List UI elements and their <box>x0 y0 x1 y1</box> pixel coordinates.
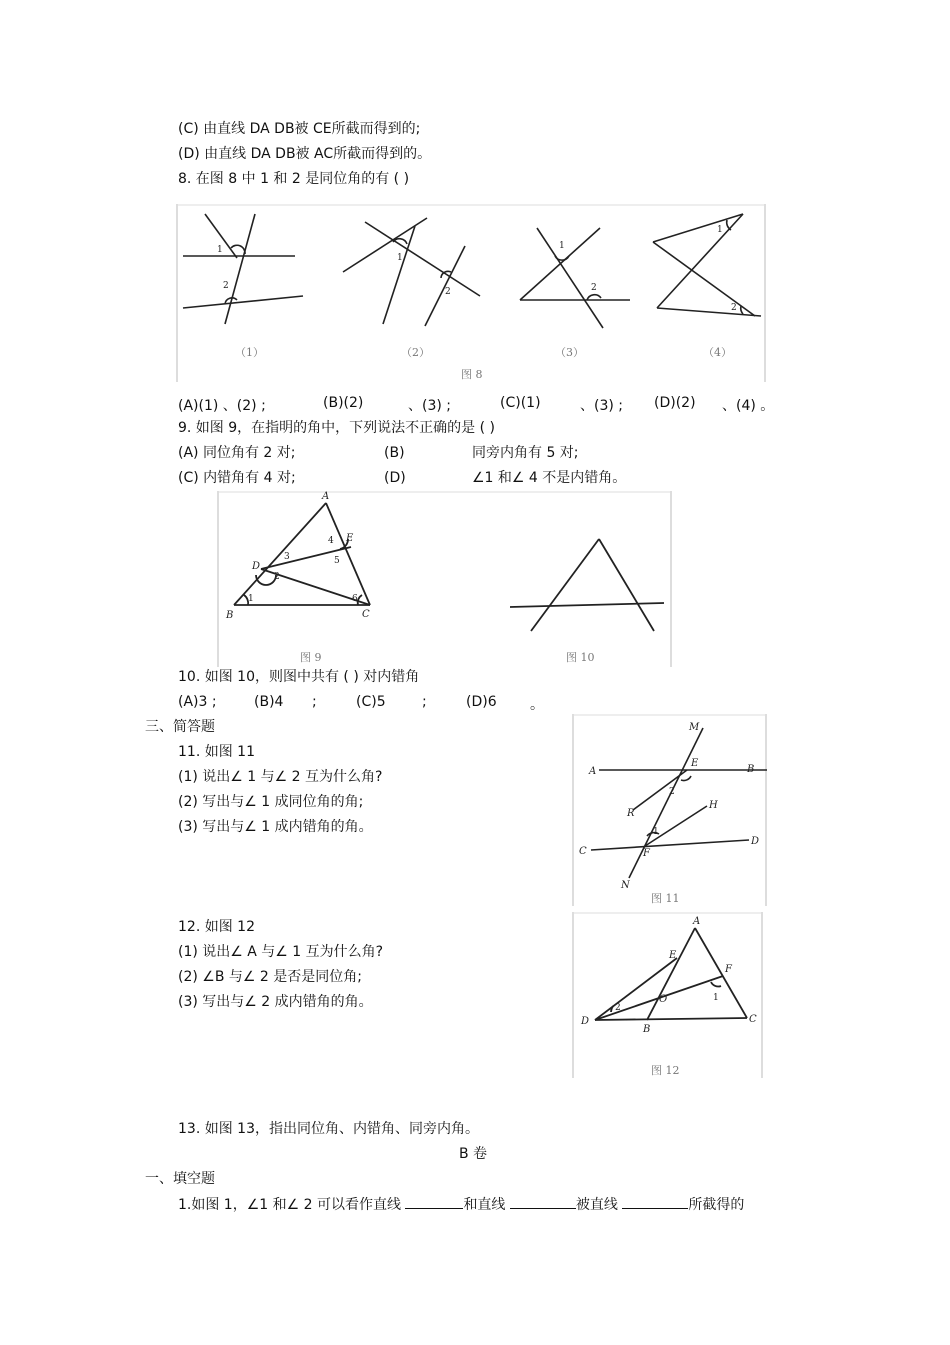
fig12-label-f: F <box>725 964 732 975</box>
fig12-label-a: A <box>693 916 701 927</box>
section-3-heading: 三、简答题 <box>145 719 215 735</box>
figure-11-drawing <box>571 714 769 906</box>
fig12-caption: 图 12 <box>651 1064 680 1077</box>
fig12-label-e: E <box>669 950 677 961</box>
qb1-blank-3[interactable] <box>622 1196 688 1209</box>
q9-option-d-key: (D) <box>384 470 406 486</box>
fig11-angle-1: 1 <box>653 827 659 837</box>
fig9-label-e: E <box>346 533 354 544</box>
q12-item-1: (1) 说出∠ A 与∠ 1 互为什么角? <box>178 944 384 960</box>
fig12-label-d: D <box>581 1016 590 1027</box>
section-b1-heading: 一、填空题 <box>145 1171 215 1187</box>
q10-option-c-tail: ; <box>422 694 427 710</box>
q8-option-b: (B)(2) <box>323 395 364 411</box>
qb1-blank-2[interactable] <box>510 1196 576 1209</box>
figure-8-part-2 <box>343 218 480 326</box>
figure-8 <box>175 204 767 382</box>
figure-8-part-4 <box>653 214 761 316</box>
q9-stem: 9. 如图 9，在指明的角中，下列说法不正确的是 ( ) <box>178 420 495 436</box>
qb1-blank-1[interactable] <box>405 1196 463 1209</box>
q8-option-c: (C)(1) <box>500 395 541 411</box>
q8-option-a: (A)(1) 、(2) ; <box>178 398 266 414</box>
q8-stem: 8. 在图 8 中 1 和 2 是同位角的有 ( ) <box>178 171 410 187</box>
fig9-label-a: A <box>322 491 330 502</box>
fig11-label-r: R <box>627 808 635 819</box>
fig9-caption: 图 9 <box>300 651 322 664</box>
q12-item-2: (2) ∠B 与∠ 2 是否是同位角; <box>178 969 362 985</box>
q7-option-c: (C) 由直线 DA DB被 CE所截而得到的; <box>178 121 421 137</box>
fig11-label-b: B <box>747 764 755 775</box>
fig8-angle-2a: 2 <box>223 281 229 291</box>
qb1-part-1: 1.如图 1，∠1 和∠ 2 可以看作直线 <box>178 1197 401 1213</box>
fig11-caption: 图 11 <box>651 892 680 905</box>
q8-option-d: (D)(2) <box>654 395 696 411</box>
q9-option-c: (C) 内错角有 4 对; <box>178 470 296 486</box>
q11-item-3: (3) 写出与∠ 1 成内错角的角。 <box>178 819 373 835</box>
q10-option-a: (A)3 ; <box>178 694 217 710</box>
fig11-label-e: E <box>691 758 699 769</box>
fig8-sub-1: （1） <box>235 346 264 359</box>
figure-10-lines <box>510 539 664 631</box>
figure-9-triangle <box>234 503 370 605</box>
q12-item-3: (3) 写出与∠ 2 成内错角的角。 <box>178 994 373 1010</box>
q10-option-c: (C)5 <box>356 694 386 710</box>
fig8-angle-1b: 1 <box>397 253 403 263</box>
qb1-part-3: 被直线 <box>575 1197 618 1213</box>
q9-option-d-text: ∠1 和∠ 4 不是内错角。 <box>472 470 627 486</box>
fig9-label-b: B <box>226 610 234 621</box>
q8-option-c-tail: 、(3) ; <box>580 398 623 414</box>
fig11-label-f: F <box>643 848 650 859</box>
fig11-label-c: C <box>579 846 587 857</box>
figure-8-drawing <box>175 204 767 382</box>
figure-9-10 <box>216 491 674 667</box>
figure-11-lines <box>591 728 767 878</box>
figure-8-part-1 <box>183 214 303 324</box>
fig8-angle-2b: 2 <box>445 287 451 297</box>
fig9-angle-3: 3 <box>284 552 290 562</box>
fig8-angle-1d: 1 <box>717 225 723 235</box>
q8-option-b-tail: 、(3) ; <box>408 398 451 414</box>
fig8-angle-1c: 1 <box>559 241 565 251</box>
fig8-sub-4: （4） <box>703 346 732 359</box>
figure-12-drawing <box>571 912 765 1078</box>
fig11-label-h: H <box>709 800 718 811</box>
fig8-sub-2: （2） <box>401 346 430 359</box>
fig9-angle-2: 2 <box>274 572 280 582</box>
q8-option-d-tail: 、(4) 。 <box>722 398 775 414</box>
qb1-part-2: 和直线 <box>463 1197 506 1213</box>
q9-option-b-key: (B) <box>384 445 405 461</box>
q10-option-b-tail: ; <box>312 694 317 710</box>
q11-item-1: (1) 说出∠ 1 与∠ 2 互为什么角? <box>178 769 383 785</box>
fig11-label-a: A <box>589 766 597 777</box>
fig11-label-n: N <box>621 880 630 891</box>
fig9-angle-6: 6 <box>352 594 358 604</box>
q10-option-b: (B)4 <box>254 694 284 710</box>
q11-stem: 11. 如图 11 <box>178 744 255 760</box>
q9-option-b-text: 同旁内角有 5 对; <box>472 445 579 461</box>
q9-option-a: (A) 同位角有 2 对; <box>178 445 296 461</box>
qb1-part-4: 所截得的 <box>688 1197 745 1213</box>
figure-12 <box>571 912 765 1078</box>
fig8-angle-2c: 2 <box>591 283 597 293</box>
fig10-caption: 图 10 <box>566 651 595 664</box>
q10-stem: 10. 如图 10，则图中共有 ( ) 对内错角 <box>178 669 420 685</box>
fig9-label-c: C <box>362 609 370 620</box>
fig8-sub-3: （3） <box>555 346 584 359</box>
q10-option-d-tail: 。 <box>530 697 544 713</box>
fig11-label-d: D <box>751 836 760 847</box>
q13-stem: 13. 如图 13，指出同位角、内错角、同旁内角。 <box>178 1121 479 1137</box>
fig12-label-b: B <box>643 1024 651 1035</box>
fig12-angle-2: 2 <box>615 1003 621 1013</box>
fig12-angle-1: 1 <box>713 993 719 1003</box>
fig9-angle-5: 5 <box>334 556 340 566</box>
fig9-angle-4: 4 <box>328 536 334 546</box>
fig11-label-m: M <box>689 722 700 733</box>
figure-8-part-3 <box>520 228 630 328</box>
fig8-angle-1a: 1 <box>217 245 223 255</box>
q7-option-d: (D) 由直线 DA DB被 AC所截而得到的。 <box>178 146 432 162</box>
qb1-stem <box>178 1196 744 1214</box>
part-b-title: B 卷 <box>459 1146 488 1162</box>
fig8-angle-2d: 2 <box>731 303 737 313</box>
fig8-caption: 图 8 <box>461 368 483 381</box>
fig9-angle-1: 1 <box>248 594 254 604</box>
q12-stem: 12. 如图 12 <box>178 919 255 935</box>
figure-11 <box>571 714 769 906</box>
fig11-angle-2: 2 <box>669 787 675 797</box>
fig12-label-o: O <box>659 994 668 1005</box>
fig9-label-d: D <box>252 561 261 572</box>
fig12-label-c: C <box>749 1014 757 1025</box>
figure-9-10-drawing <box>216 491 674 667</box>
q10-option-d: (D)6 <box>466 694 497 710</box>
q11-item-2: (2) 写出与∠ 1 成同位角的角; <box>178 794 364 810</box>
